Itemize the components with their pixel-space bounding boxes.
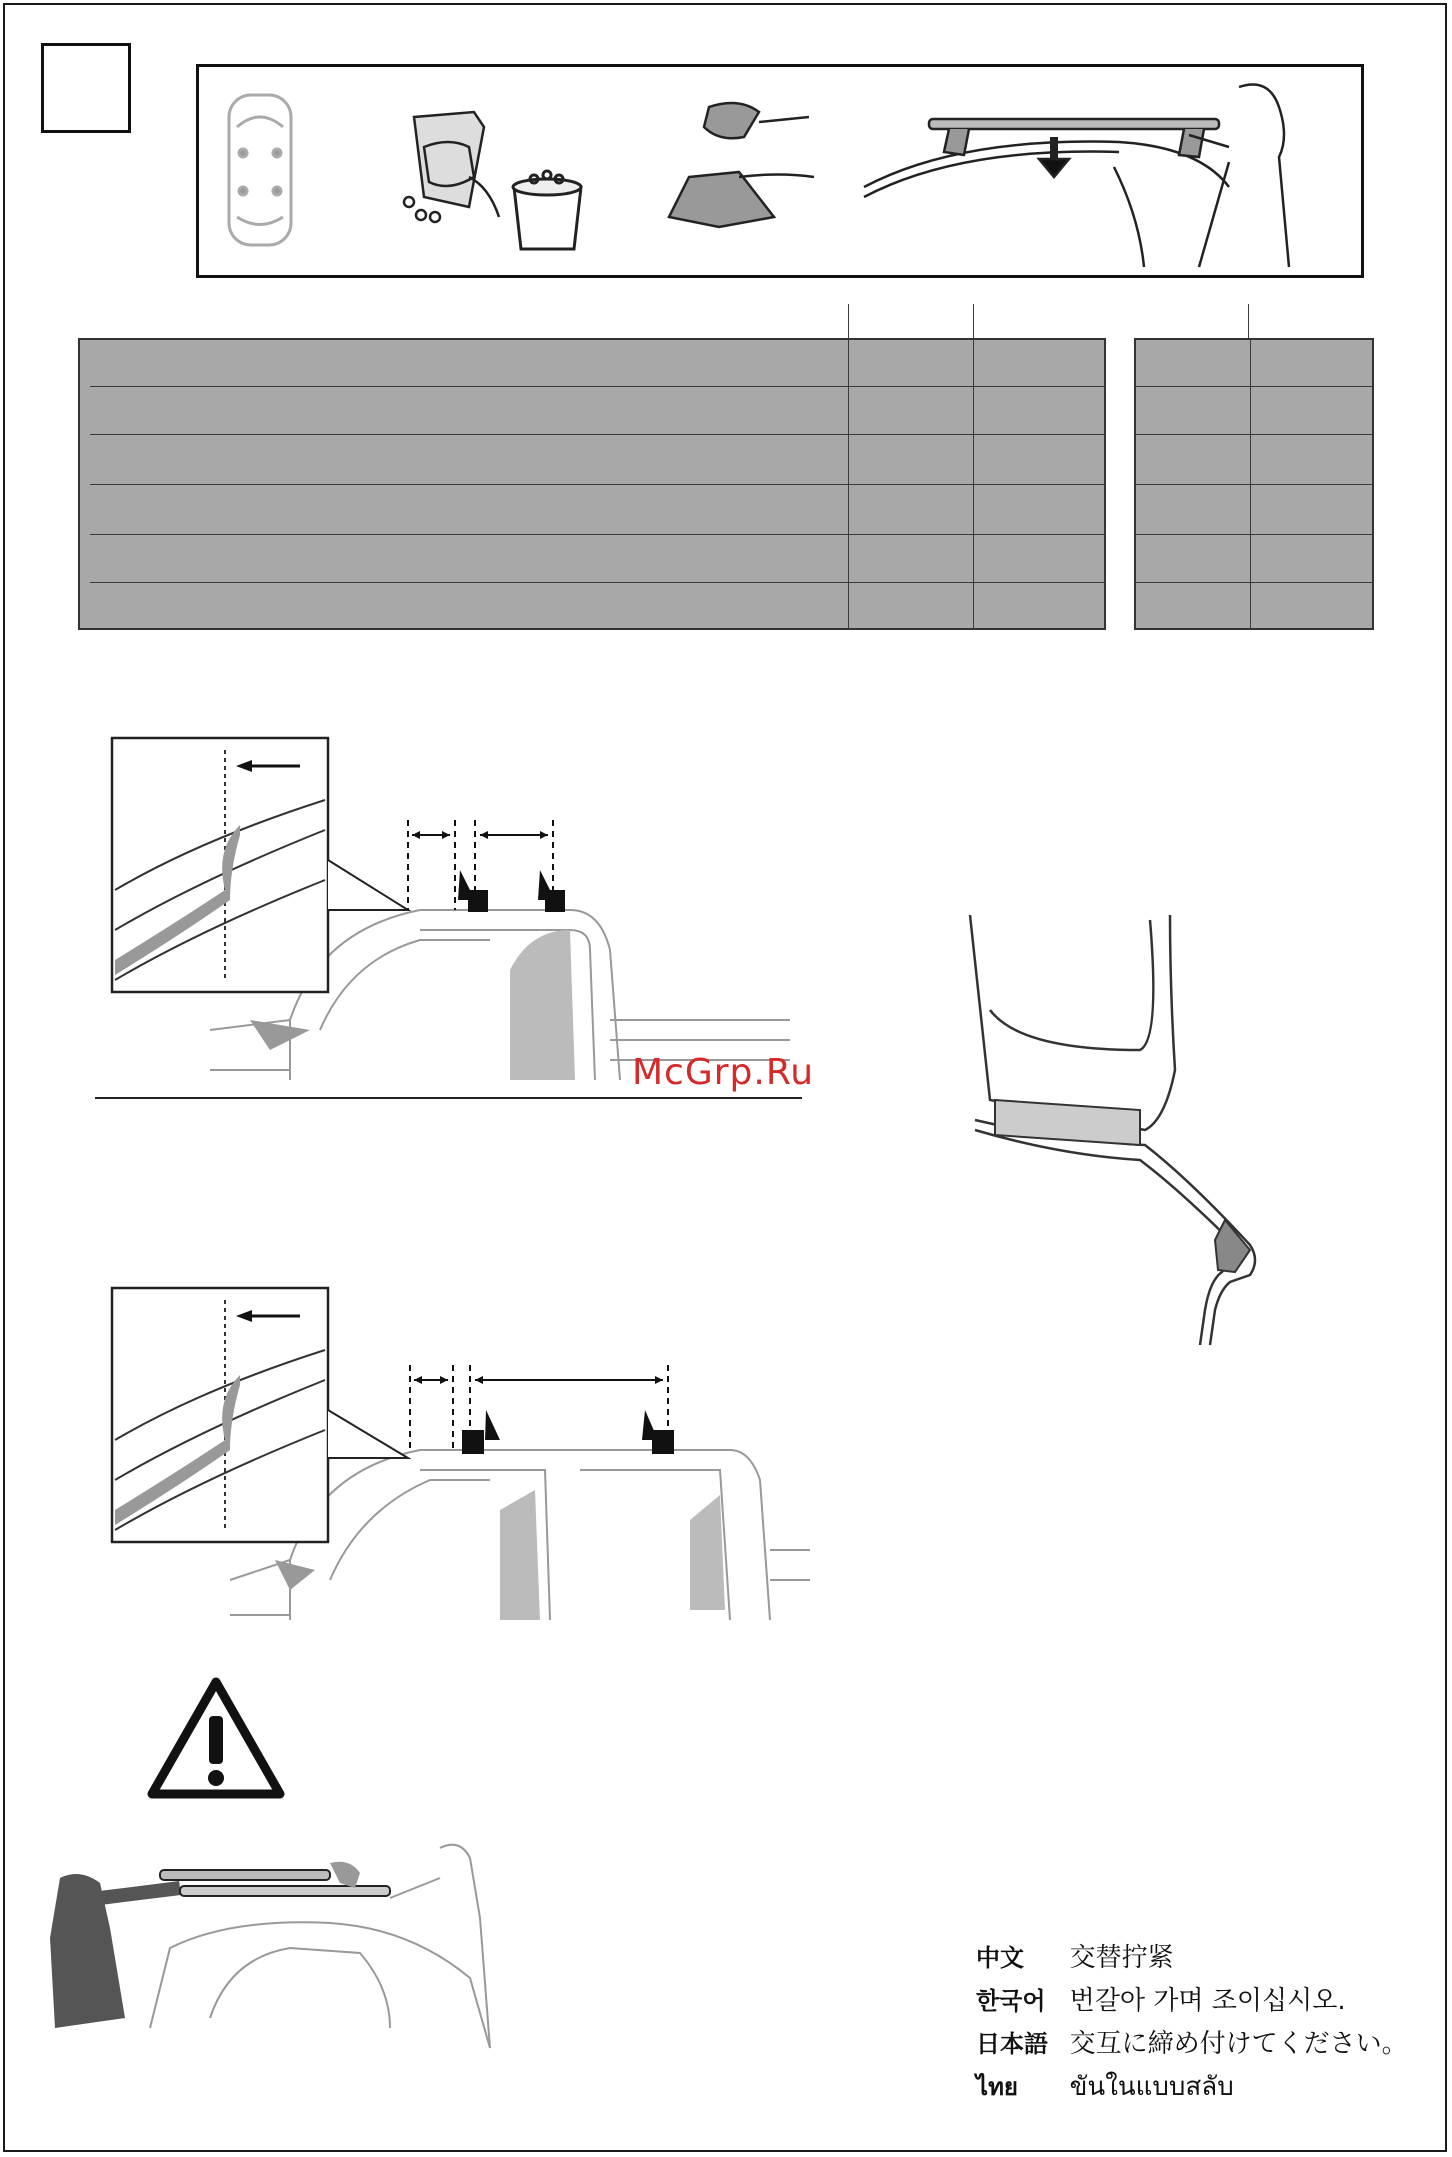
- foot-clamp-front: [462, 1410, 500, 1454]
- double-cab-diagram: [90, 1280, 850, 1630]
- language-row-zh: [976, 1937, 1174, 1974]
- language-row-th: [976, 2066, 1234, 2107]
- language-code: 中文: [976, 1944, 1024, 1972]
- washing-hands-icon: [404, 112, 499, 222]
- language-text: 交互に締め付けてください。: [1069, 2029, 1408, 2059]
- dimension-table: [78, 304, 1374, 630]
- cloth-wipe-icon: [669, 103, 814, 227]
- language-row-ja: [976, 2023, 1408, 2060]
- language-text: 번갈아 가며 조이십시오.: [1069, 1986, 1346, 2016]
- language-code: 日本語: [976, 2030, 1048, 2058]
- bucket-icon: [513, 171, 581, 249]
- language-text: ขันในแบบสลับ: [1069, 2072, 1234, 2102]
- language-code: ไทย: [976, 2073, 1018, 2101]
- car-top-view-icon: [229, 95, 291, 245]
- foot-closeup-diagram: [960, 910, 1300, 1350]
- language-code: 한국어: [976, 1987, 1046, 2015]
- roof-rack-install-icon: [864, 85, 1289, 268]
- preparation-panel: [196, 64, 1364, 278]
- warning-triangle-icon: [146, 1676, 286, 1801]
- foot-clamp-rear: [642, 1410, 674, 1454]
- language-text: 交替拧紧: [1069, 1943, 1174, 1973]
- foot-clamp-front: [458, 870, 488, 912]
- watermark: McGrp.Ru: [632, 1052, 815, 1093]
- table-left-block: [78, 338, 1106, 630]
- table-right-block: [1134, 338, 1374, 630]
- step-number-box: [41, 43, 131, 133]
- language-row-ko: [976, 1980, 1346, 2017]
- two-person-install-diagram: [30, 1828, 510, 2068]
- foot-clamp-rear: [538, 870, 565, 912]
